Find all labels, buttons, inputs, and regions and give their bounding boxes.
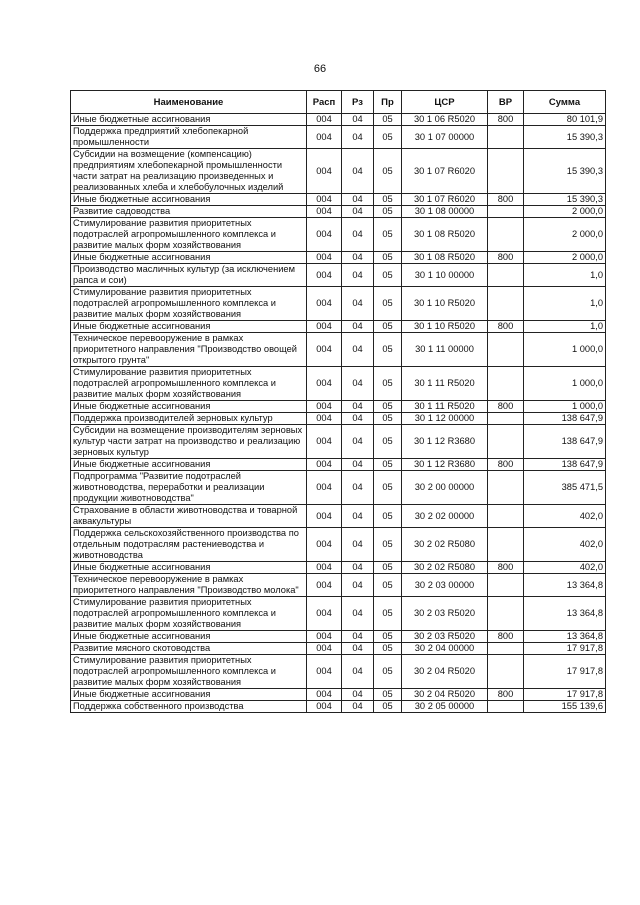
table-row (71, 194, 606, 206)
cell-rz: 04 (342, 459, 374, 471)
cell-pr: 05 (374, 367, 402, 401)
cell-name: Иные бюджетные ассигнования (71, 194, 307, 206)
header-csr: ЦСР (402, 91, 488, 114)
cell-rasp: 004 (307, 333, 342, 367)
cell-rasp: 004 (307, 321, 342, 333)
cell-sum: 15 390,3 (524, 194, 606, 206)
cell-csr: 30 1 06 R5020 (402, 114, 488, 126)
cell-rasp: 004 (307, 528, 342, 562)
cell-sum: 17 917,8 (524, 689, 606, 701)
cell-vr (488, 413, 524, 425)
cell-vr (488, 528, 524, 562)
cell-sum: 402,0 (524, 528, 606, 562)
cell-rasp: 004 (307, 218, 342, 252)
cell-name: Поддержка собственного производства (71, 701, 307, 713)
cell-pr: 05 (374, 252, 402, 264)
cell-pr: 05 (374, 114, 402, 126)
cell-pr: 05 (374, 287, 402, 321)
table-row (71, 126, 606, 149)
cell-vr (488, 471, 524, 505)
cell-pr: 05 (374, 528, 402, 562)
cell-csr: 30 1 08 00000 (402, 206, 488, 218)
cell-pr: 05 (374, 126, 402, 149)
cell-csr: 30 1 12 R3680 (402, 459, 488, 471)
cell-csr: 30 2 03 00000 (402, 574, 488, 597)
cell-vr: 800 (488, 459, 524, 471)
cell-rasp: 004 (307, 631, 342, 643)
cell-name: Иные бюджетные ассигнования (71, 252, 307, 264)
cell-rz: 04 (342, 264, 374, 287)
budget-table (70, 90, 606, 713)
table-row (71, 655, 606, 689)
cell-sum: 17 917,8 (524, 655, 606, 689)
cell-pr: 05 (374, 471, 402, 505)
table-row (71, 459, 606, 471)
cell-vr (488, 264, 524, 287)
cell-csr: 30 1 07 R6020 (402, 194, 488, 206)
cell-vr (488, 149, 524, 194)
cell-name: Иные бюджетные ассигнования (71, 631, 307, 643)
table-row (71, 574, 606, 597)
cell-sum: 1,0 (524, 264, 606, 287)
cell-rasp: 004 (307, 597, 342, 631)
cell-vr: 800 (488, 689, 524, 701)
cell-rasp: 004 (307, 367, 342, 401)
cell-name: Стимулирование развития приоритетных подотраслей агропромышленного комплекса и развитие малых форм хозяйствования (71, 287, 307, 321)
cell-csr: 30 2 04 00000 (402, 643, 488, 655)
table-row (71, 114, 606, 126)
cell-csr: 30 1 11 R5020 (402, 401, 488, 413)
cell-pr: 05 (374, 597, 402, 631)
cell-csr: 30 2 02 R5080 (402, 562, 488, 574)
cell-sum: 138 647,9 (524, 425, 606, 459)
cell-csr: 30 2 00 00000 (402, 471, 488, 505)
cell-sum: 2 000,0 (524, 218, 606, 252)
cell-sum: 1,0 (524, 321, 606, 333)
cell-csr: 30 1 10 00000 (402, 264, 488, 287)
cell-name: Иные бюджетные ассигнования (71, 459, 307, 471)
cell-rz: 04 (342, 574, 374, 597)
cell-pr: 05 (374, 425, 402, 459)
cell-pr: 05 (374, 194, 402, 206)
cell-vr (488, 655, 524, 689)
cell-rz: 04 (342, 333, 374, 367)
cell-name: Поддержка производителей зерновых культур (71, 413, 307, 425)
cell-rz: 04 (342, 321, 374, 333)
cell-pr: 05 (374, 149, 402, 194)
cell-rasp: 004 (307, 701, 342, 713)
cell-rz: 04 (342, 114, 374, 126)
cell-csr: 30 1 10 R5020 (402, 321, 488, 333)
cell-rz: 04 (342, 528, 374, 562)
cell-csr: 30 2 04 R5020 (402, 655, 488, 689)
cell-rz: 04 (342, 367, 374, 401)
cell-vr (488, 218, 524, 252)
cell-sum: 17 917,8 (524, 643, 606, 655)
table-row (71, 631, 606, 643)
cell-rasp: 004 (307, 689, 342, 701)
cell-pr: 05 (374, 689, 402, 701)
cell-name: Стимулирование развития приоритетных подотраслей агропромышленного комплекса и развитие малых форм хозяйствования (71, 367, 307, 401)
cell-name: Техническое перевооружение в рамках приоритетного направления "Производство овощей открытого грунта" (71, 333, 307, 367)
cell-name: Иные бюджетные ассигнования (71, 401, 307, 413)
cell-rz: 04 (342, 471, 374, 505)
cell-rz: 04 (342, 562, 374, 574)
cell-name: Поддержка предприятий хлебопекарной промышленности (71, 126, 307, 149)
cell-vr: 800 (488, 114, 524, 126)
cell-pr: 05 (374, 574, 402, 597)
cell-vr: 800 (488, 321, 524, 333)
header-name: Наименование (71, 91, 307, 114)
cell-pr: 05 (374, 505, 402, 528)
table-row (71, 252, 606, 264)
cell-pr: 05 (374, 655, 402, 689)
cell-pr: 05 (374, 631, 402, 643)
header-rasp: Расп (307, 91, 342, 114)
cell-rasp: 004 (307, 206, 342, 218)
cell-pr: 05 (374, 401, 402, 413)
cell-vr: 800 (488, 631, 524, 643)
cell-sum: 385 471,5 (524, 471, 606, 505)
cell-pr: 05 (374, 264, 402, 287)
cell-sum: 1 000,0 (524, 401, 606, 413)
cell-rz: 04 (342, 597, 374, 631)
cell-sum: 1 000,0 (524, 367, 606, 401)
cell-vr: 800 (488, 401, 524, 413)
cell-pr: 05 (374, 643, 402, 655)
cell-rz: 04 (342, 631, 374, 643)
cell-csr: 30 1 11 00000 (402, 333, 488, 367)
cell-rz: 04 (342, 126, 374, 149)
cell-vr (488, 701, 524, 713)
page-number: 66 (313, 63, 327, 75)
cell-vr (488, 505, 524, 528)
cell-name: Стимулирование развития приоритетных подотраслей агропромышленного комплекса и развитие малых форм хозяйствования (71, 597, 307, 631)
table-row (71, 401, 606, 413)
table-row (71, 218, 606, 252)
cell-rasp: 004 (307, 114, 342, 126)
cell-rasp: 004 (307, 643, 342, 655)
cell-sum: 1 000,0 (524, 333, 606, 367)
cell-pr: 05 (374, 413, 402, 425)
cell-csr: 30 1 08 R5020 (402, 218, 488, 252)
cell-csr: 30 2 02 R5080 (402, 528, 488, 562)
table-row (71, 425, 606, 459)
cell-sum: 80 101,9 (524, 114, 606, 126)
cell-rasp: 004 (307, 264, 342, 287)
cell-rasp: 004 (307, 194, 342, 206)
cell-rz: 04 (342, 194, 374, 206)
table-row (71, 471, 606, 505)
table-row (71, 321, 606, 333)
cell-rz: 04 (342, 655, 374, 689)
cell-rz: 04 (342, 689, 374, 701)
cell-sum: 402,0 (524, 505, 606, 528)
cell-csr: 30 2 05 00000 (402, 701, 488, 713)
cell-csr: 30 2 03 R5020 (402, 597, 488, 631)
cell-name: Развитие садоводства (71, 206, 307, 218)
cell-sum: 15 390,3 (524, 126, 606, 149)
table-row (71, 413, 606, 425)
cell-vr: 800 (488, 562, 524, 574)
cell-rz: 04 (342, 425, 374, 459)
cell-rz: 04 (342, 701, 374, 713)
cell-name: Иные бюджетные ассигнования (71, 114, 307, 126)
cell-name: Развитие мясного скотоводства (71, 643, 307, 655)
cell-name: Техническое перевооружение в рамках приоритетного направления "Производство молока" (71, 574, 307, 597)
cell-rasp: 004 (307, 126, 342, 149)
cell-csr: 30 1 10 R5020 (402, 287, 488, 321)
cell-rz: 04 (342, 287, 374, 321)
cell-sum: 13 364,8 (524, 631, 606, 643)
header-pr: Пр (374, 91, 402, 114)
cell-rasp: 004 (307, 459, 342, 471)
table-header-row (71, 91, 606, 114)
cell-vr (488, 206, 524, 218)
cell-vr: 800 (488, 252, 524, 264)
cell-sum: 15 390,3 (524, 149, 606, 194)
table-row (71, 597, 606, 631)
cell-vr: 800 (488, 194, 524, 206)
cell-name: Иные бюджетные ассигнования (71, 562, 307, 574)
cell-rasp: 004 (307, 252, 342, 264)
cell-sum: 402,0 (524, 562, 606, 574)
cell-rasp: 004 (307, 505, 342, 528)
cell-pr: 05 (374, 206, 402, 218)
cell-csr: 30 2 03 R5020 (402, 631, 488, 643)
cell-pr: 05 (374, 459, 402, 471)
table-row (71, 689, 606, 701)
table-row (71, 562, 606, 574)
cell-name: Стимулирование развития приоритетных подотраслей агропромышленного комплекса и развитие малых форм хозяйствования (71, 218, 307, 252)
cell-pr: 05 (374, 333, 402, 367)
cell-csr: 30 1 11 R5020 (402, 367, 488, 401)
cell-name: Субсидии на возмещение (компенсацию) предприятиям хлебопекарной промышленности части затрат на реализацию произведенных и реализованных хлеба и хлебобулочных изделий (71, 149, 307, 194)
cell-sum: 2 000,0 (524, 252, 606, 264)
cell-name: Стимулирование развития приоритетных подотраслей агропромышленного комплекса и развитие малых форм хозяйствования (71, 655, 307, 689)
cell-pr: 05 (374, 562, 402, 574)
cell-vr (488, 425, 524, 459)
cell-csr: 30 1 07 R6020 (402, 149, 488, 194)
table-row (71, 206, 606, 218)
cell-rasp: 004 (307, 655, 342, 689)
cell-csr: 30 1 07 00000 (402, 126, 488, 149)
cell-csr: 30 1 12 R3680 (402, 425, 488, 459)
cell-name: Субсидии на возмещение производителям зерновых культур части затрат на производство и реализацию зерновых культур (71, 425, 307, 459)
cell-vr (488, 287, 524, 321)
cell-rasp: 004 (307, 149, 342, 194)
cell-vr (488, 126, 524, 149)
cell-rasp: 004 (307, 401, 342, 413)
table-row (71, 287, 606, 321)
table-row (71, 333, 606, 367)
cell-rasp: 004 (307, 471, 342, 505)
table-row (71, 643, 606, 655)
cell-sum: 155 139,6 (524, 701, 606, 713)
cell-rz: 04 (342, 149, 374, 194)
cell-sum: 1,0 (524, 287, 606, 321)
cell-rasp: 004 (307, 425, 342, 459)
table-row (71, 528, 606, 562)
table-row (71, 367, 606, 401)
cell-sum: 13 364,8 (524, 597, 606, 631)
cell-rz: 04 (342, 643, 374, 655)
table-row (71, 264, 606, 287)
cell-rz: 04 (342, 401, 374, 413)
cell-vr (488, 597, 524, 631)
table-row (71, 505, 606, 528)
cell-sum: 138 647,9 (524, 459, 606, 471)
cell-csr: 30 2 04 R5020 (402, 689, 488, 701)
cell-name: Поддержка сельскохозяйственного производства по отдельным подотраслям растениеводства и животноводства (71, 528, 307, 562)
cell-pr: 05 (374, 321, 402, 333)
header-rz: Рз (342, 91, 374, 114)
cell-vr (488, 333, 524, 367)
cell-name: Производство масличных культур (за исключением рапса и сои) (71, 264, 307, 287)
cell-sum: 138 647,9 (524, 413, 606, 425)
cell-rz: 04 (342, 252, 374, 264)
cell-pr: 05 (374, 701, 402, 713)
cell-name: Иные бюджетные ассигнования (71, 321, 307, 333)
cell-rasp: 004 (307, 287, 342, 321)
cell-name: Иные бюджетные ассигнования (71, 689, 307, 701)
cell-rz: 04 (342, 413, 374, 425)
table-row (71, 149, 606, 194)
cell-sum: 13 364,8 (524, 574, 606, 597)
cell-csr: 30 1 12 00000 (402, 413, 488, 425)
cell-rz: 04 (342, 505, 374, 528)
cell-sum: 2 000,0 (524, 206, 606, 218)
cell-rasp: 004 (307, 562, 342, 574)
header-sum: Сумма (524, 91, 606, 114)
cell-rasp: 004 (307, 413, 342, 425)
cell-rz: 04 (342, 218, 374, 252)
cell-csr: 30 1 08 R5020 (402, 252, 488, 264)
cell-vr (488, 643, 524, 655)
cell-pr: 05 (374, 218, 402, 252)
cell-vr (488, 367, 524, 401)
cell-rasp: 004 (307, 574, 342, 597)
header-vr: ВР (488, 91, 524, 114)
cell-name: Страхование в области животноводства и товарной аквакультуры (71, 505, 307, 528)
table-row (71, 701, 606, 713)
cell-csr: 30 2 02 00000 (402, 505, 488, 528)
cell-name: Подпрограмма "Развитие подотраслей животноводства, переработки и реализации продукции животноводства" (71, 471, 307, 505)
cell-rz: 04 (342, 206, 374, 218)
cell-vr (488, 574, 524, 597)
